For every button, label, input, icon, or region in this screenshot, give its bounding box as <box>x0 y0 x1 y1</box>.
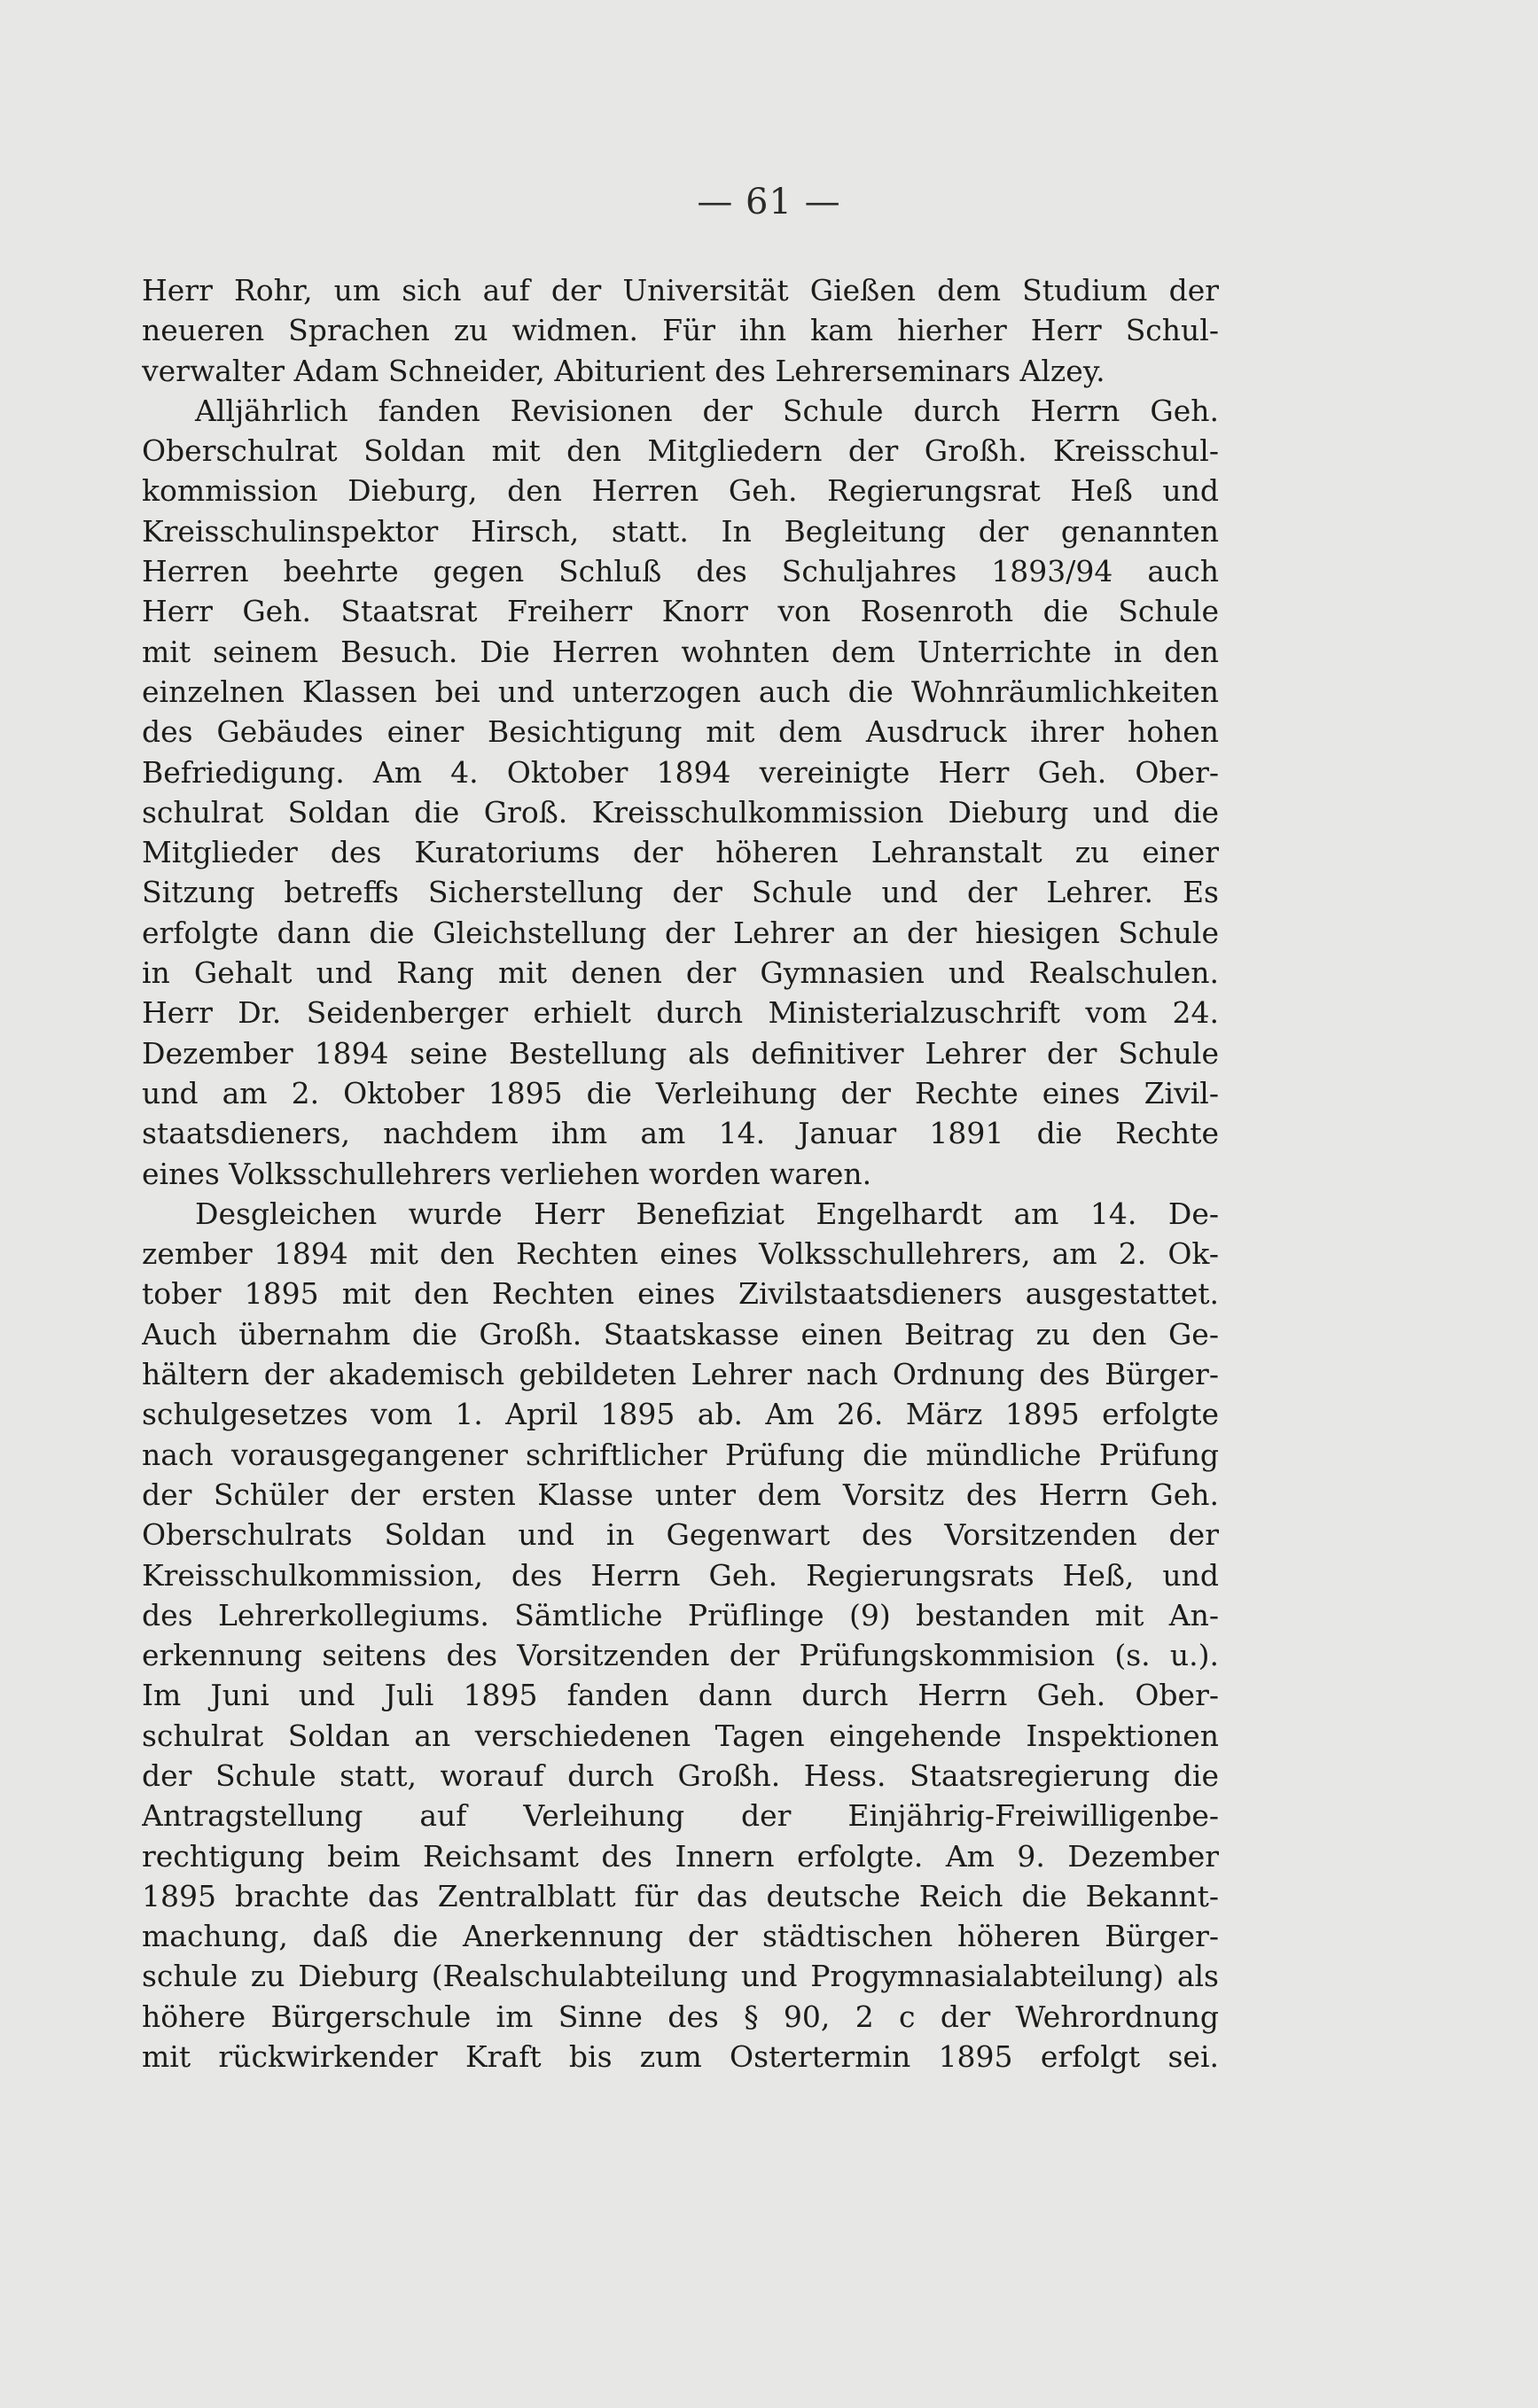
text-line: hältern der akademisch gebildeten Lehrer nach Ordnung des Bürger- <box>142 1357 1219 1392</box>
text-line: mit seinem Besuch. Die Herren wohnten dem Unterrichte in den <box>142 634 1219 669</box>
text-line: einzelnen Klassen bei und unterzogen auch die Wohnräumlichkeiten <box>142 674 1219 709</box>
text-line: Dezember 1894 seine Bestellung als definitiver Lehrer der Schule <box>142 1035 1219 1071</box>
text-line: 1895 brachte das Zentralblatt für das deutsche Reich die Bekannt- <box>142 1878 1219 1913</box>
text-line: Herr Dr. Seidenberger erhielt durch Ministerialzuschrift vom 24. <box>142 995 1219 1031</box>
text-line: tober 1895 mit den Rechten eines Zivilstaatsdieners ausgestattet. <box>142 1276 1219 1312</box>
text-line: verwalter Adam Schneider, Abiturient des Lehrerseminars Alzey. <box>142 353 1105 388</box>
page-number: — 61 — <box>697 182 841 222</box>
text-line: schulrat Soldan die Groß. Kreisschulkommission Dieburg und die <box>142 794 1219 830</box>
text-line: erkennung seitens des Vorsitzenden der Prüfungskommision (s. u.). <box>142 1638 1219 1673</box>
text-line: Mitglieder des Kuratoriums der höheren Lehranstalt zu einer <box>142 835 1219 870</box>
text-line: Desgleichen wurde Herr Benefiziat Engelhardt am 14. De- <box>195 1196 1219 1231</box>
text-line: des Gebäudes einer Besichtigung mit dem Ausdruck ihrer hohen <box>142 714 1219 750</box>
text-line: mit rückwirkender Kraft bis zum Ostertermin 1895 erfolgt sei. <box>142 2039 1219 2075</box>
text-line: Oberschulrat Soldan mit den Mitgliedern der Großh. Kreisschul- <box>142 433 1219 469</box>
text-line: Alljährlich fanden Revisionen der Schule durch Herrn Geh. <box>195 393 1219 428</box>
text-line: Auch übernahm die Großh. Staatskasse einen Beitrag zu den Ge- <box>142 1316 1219 1352</box>
text-line: Herr Geh. Staatsrat Freiherr Knorr von Rosenroth die Schule <box>142 594 1219 629</box>
text-line: erfolgte dann die Gleichstellung der Lehrer an der hiesigen Schule <box>142 915 1219 950</box>
text-line: kommission Dieburg, den Herren Geh. Regierungsrat Heß und <box>142 473 1219 509</box>
text-line: Befriedigung. Am 4. Oktober 1894 vereinigte Herr Geh. Ober- <box>142 754 1219 790</box>
text-line: schule zu Dieburg (Realschulabteilung und Progymnasialabteilung) als <box>142 1959 1219 1994</box>
text-line: der Schule statt, worauf durch Großh. Hess. Staatsregierung die <box>142 1757 1219 1793</box>
body-text <box>142 270 1219 2077</box>
text-line: Sitzung betreffs Sicherstellung der Schule und der Lehrer. Es <box>142 875 1219 910</box>
text-line: Herren beehrte gegen Schluß des Schuljahres 1893/94 auch <box>142 554 1219 589</box>
text-line: Oberschulrats Soldan und in Gegenwart des Vorsitzenden der <box>142 1517 1219 1553</box>
text-line: Kreisschulinspektor Hirsch, statt. In Begleitung der genannten <box>142 513 1219 549</box>
text-line: Herr Rohr, um sich auf der Universität Gießen dem Studium der <box>142 273 1219 308</box>
text-line: zember 1894 mit den Rechten eines Volksschullehrers, am 2. Ok- <box>142 1236 1219 1272</box>
text-line: und am 2. Oktober 1895 die Verleihung der Rechte eines Zivil- <box>142 1075 1219 1110</box>
text-line: Antragstellung auf Verleihung der Einjährig-Freiwilligenbe- <box>142 1798 1219 1834</box>
text-line: höhere Bürgerschule im Sinne des § 90, 2 c der Wehrordnung <box>142 1999 1219 2034</box>
text-line: des Lehrerkollegiums. Sämtliche Prüflinge (9) bestanden mit An- <box>142 1597 1219 1633</box>
text-line: schulrat Soldan an verschiedenen Tagen eingehende Inspektionen <box>142 1718 1219 1753</box>
text-line: Kreisschulkommission, des Herrn Geh. Regierungsrats Heß, und <box>142 1557 1219 1593</box>
text-line: staatsdieners, nachdem ihm am 14. Januar 1891 die Rechte <box>142 1116 1219 1151</box>
text-line: machung, daß die Anerkennung der städtischen höheren Bürger- <box>142 1919 1219 1954</box>
text-line: nach vorausgegangener schriftlicher Prüfung die mündliche Prüfung <box>142 1437 1219 1472</box>
text-line: schulgesetzes vom 1. April 1895 ab. Am 26. März 1895 erfolgte <box>142 1397 1219 1432</box>
text-line: neueren Sprachen zu widmen. Für ihn kam hierher Herr Schul- <box>142 313 1219 348</box>
text-line: Im Juni und Juli 1895 fanden dann durch Herrn Geh. Ober- <box>142 1678 1219 1713</box>
text-line: der Schüler der ersten Klasse unter dem Vorsitz des Herrn Geh. <box>142 1477 1219 1512</box>
text-line: eines Volksschullehrers verliehen worden waren. <box>142 1156 872 1191</box>
text-line: in Gehalt und Rang mit denen der Gymnasien und Realschulen. <box>142 955 1219 991</box>
text-line: rechtigung beim Reichsamt des Innern erfolgte. Am 9. Dezember <box>142 1838 1219 1874</box>
